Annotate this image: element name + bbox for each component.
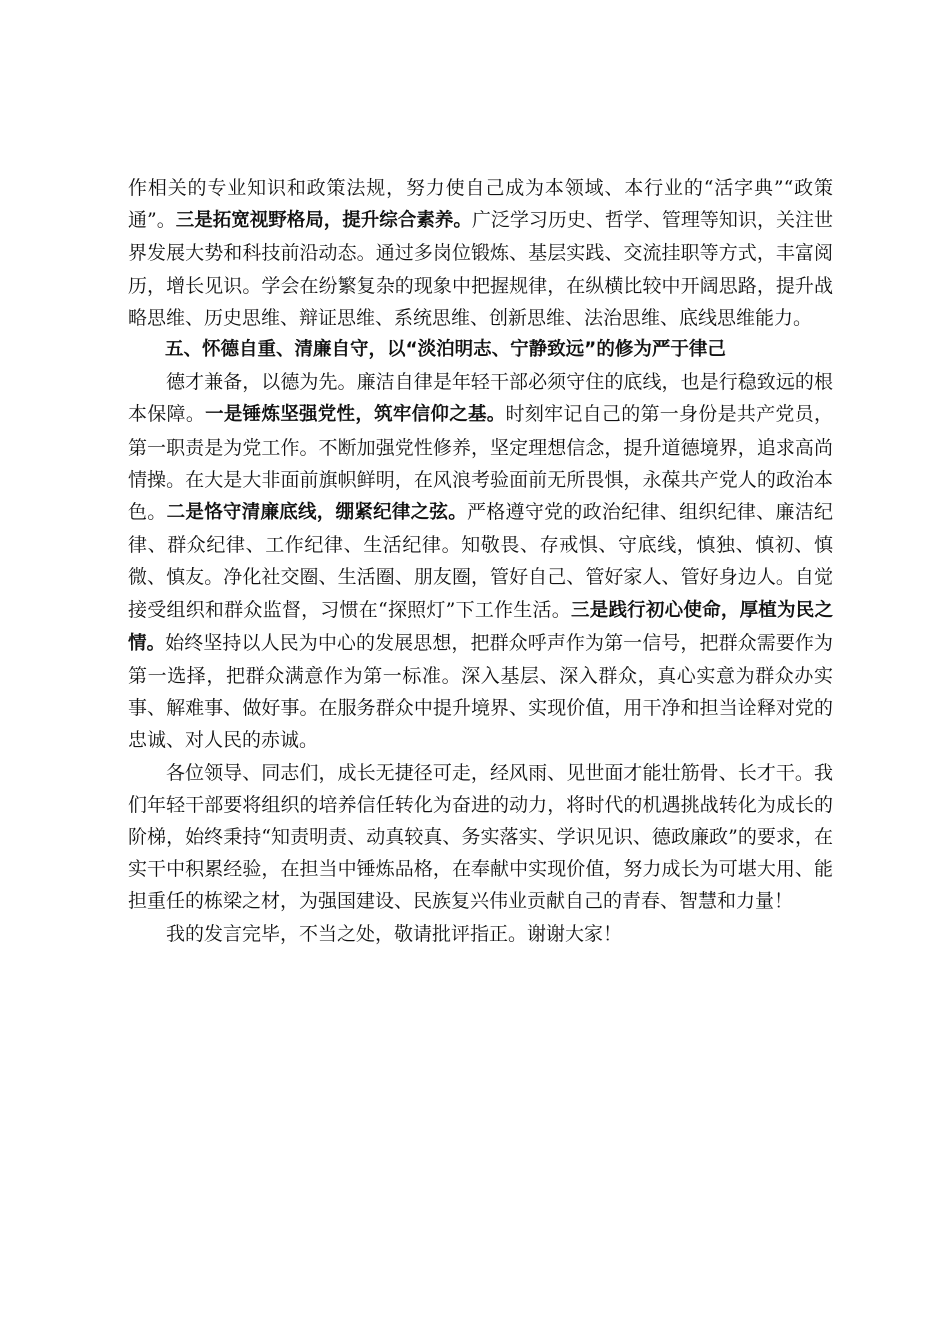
section-heading-five: 五、怀德自重、清廉自守，以“淡泊明志、宁静致远”的修为严于律己 [165, 339, 726, 361]
paragraph-final-thanks: 我的发言完毕，不当之处，敬请批评指正。谢谢大家！ [166, 922, 623, 945]
paragraph-text: 德才兼备，以德为先。廉洁自律是年轻干部必须守住的底线，也是行稳致远的根本保障。 [128, 371, 833, 426]
paragraph-text: 时刻牢记自己的第一身份是共产党员，第一职责是为党工作。不断加强党性修养，坚定理想信念，提升道德境界，追求高尚情操。在大是大非面前旗帜鲜明，在风浪考验面前无所畏惧，永葆共产党人的政治本色。 [128, 403, 833, 524]
paragraph-text: 严格遵守党的政治纪律、组织纪律、廉洁纪律、群众纪律、工作纪律、生活纪律。知敬畏、存戒惧、守底线，慎独、慎初、慎微、慎友。净化社交圈、生活圈、朋友圈，管好自己、管好家人、管好身边人。自觉接受组织和群众监督，习惯在“探照灯”下工作生活。 [128, 501, 833, 621]
paragraph-text: 广泛学习历史、哲学、管理等知识，关注世界发展大势和科技前沿动态。通过多岗位锻炼、基层实践、交流挂职等方式，丰富阅历，增长见识。学会在纷繁复杂的现象中把握规律，在纵横比较中开阔思路，提升战略思维、历史思维、辩证思维、系统思维、创新思维、法治思维、底线思维能力。 [128, 209, 833, 329]
paragraph-text: 始终坚持以人民为中心的发展思想，把群众呼声作为第一信号，把群众需要作为第一选择，把群众满意作为第一标准。深入基层、深入群众，真心实意为群众办实事、解难事、做好事。在服务群众中提升境界、实现价值，用干净和担当诠释对党的忠诚、对人民的赤诚。 [128, 631, 833, 752]
bold-point-one-party-spirit: 一是锤炼坚强党性，筑牢信仰之基。 [205, 404, 506, 426]
paragraph-integrity [128, 366, 833, 756]
bold-point-three-people: 三是践行初心使命，厚植为民之情。 [128, 599, 833, 654]
document-body [128, 172, 833, 950]
paragraph-closing: 各位领导、同志们，成长无捷径可走，经风雨、见世面才能壮筋骨、长才干。我们年轻干部要将组织的培养信任转化为奋进的动力，将时代的机遇挑战转化为成长的阶梯，始终秉持“知责明责、动真较真、务实落实、学识见识、德政廉政”的要求，在实干中积累经验，在担当中锤炼品格，在奉献中实现价值，努力成长为可堪大用、能担重任的栋梁之材，为强国建设、民族复兴伟业贡献自己的青春、智慧和力量！ [128, 761, 833, 913]
paragraph-continuation [128, 172, 833, 334]
paragraph-text: 作相关的专业知识和政策法规，努力使自己成为本领域、本行业的“活字典”“政策通”。 [128, 177, 833, 232]
bold-point-three-horizons: 三是拓宽视野格局，提升综合素养。 [175, 210, 472, 232]
bold-point-two-discipline: 二是恪守清廉底线，绷紧纪律之弦。 [166, 502, 467, 524]
